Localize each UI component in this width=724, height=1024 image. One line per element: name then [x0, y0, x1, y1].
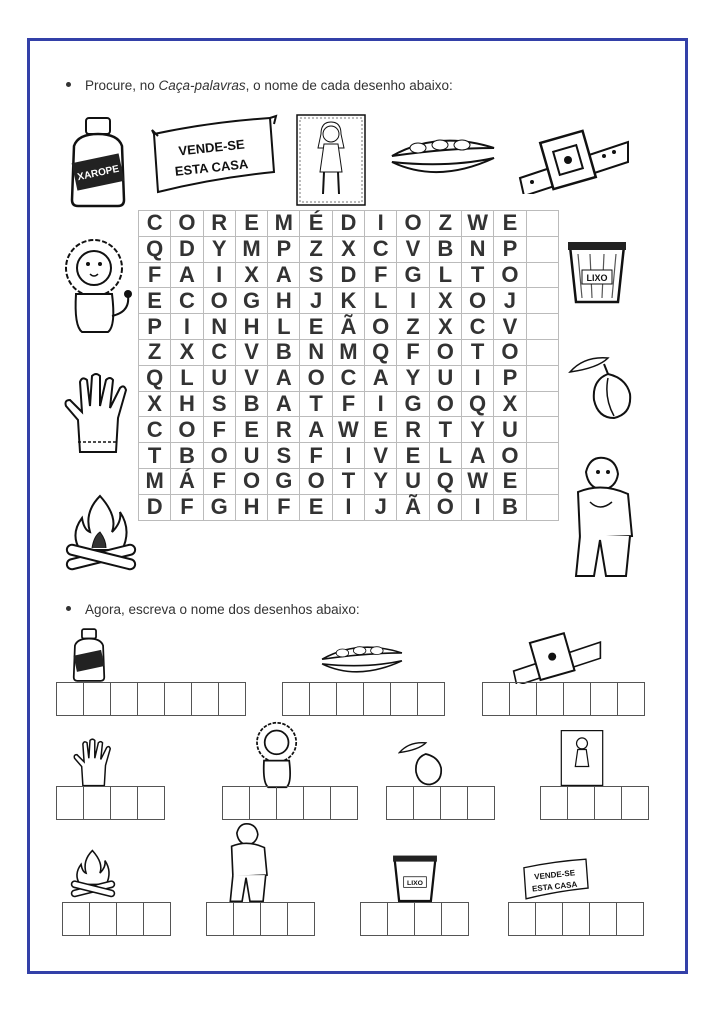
grid-letter[interactable]: I	[397, 288, 429, 314]
grid-letter[interactable]: V	[365, 443, 397, 469]
grid-letter[interactable]: K	[333, 288, 365, 314]
letter-box[interactable]	[622, 787, 649, 819]
letter-box[interactable]	[57, 683, 84, 715]
grid-letter[interactable]: O	[171, 417, 203, 443]
answer-boxes-glove[interactable]	[56, 786, 165, 820]
letter-box[interactable]	[361, 903, 388, 935]
grid-letter[interactable]: J	[494, 288, 526, 314]
belt-buckle-picture	[518, 122, 630, 194]
grid-letter[interactable]: M	[268, 211, 300, 237]
svg-text:VENDE-SE: VENDE-SE	[533, 868, 576, 882]
grid-empty-cell	[527, 495, 559, 521]
letter-box[interactable]	[536, 903, 563, 935]
letter-box[interactable]	[261, 903, 288, 935]
grid-letter[interactable]: E	[300, 314, 332, 340]
letter-box[interactable]	[595, 787, 622, 819]
letter-box[interactable]	[277, 787, 304, 819]
grid-letter[interactable]: V	[397, 237, 429, 263]
fig-fruit-picture	[568, 352, 640, 422]
grid-letter[interactable]: U	[430, 366, 462, 392]
beast-small-picture	[220, 820, 276, 904]
grid-letter[interactable]: H	[268, 288, 300, 314]
grid-letter[interactable]: Q	[430, 469, 462, 495]
grid-letter[interactable]: O	[397, 211, 429, 237]
grid-letter[interactable]: H	[236, 495, 268, 521]
svg-text:ESTA CASA: ESTA CASA	[531, 879, 578, 894]
grid-letter[interactable]: O	[494, 443, 526, 469]
for-sale-sign-picture	[150, 112, 278, 198]
letter-box[interactable]	[310, 683, 337, 715]
grid-letter[interactable]: O	[430, 392, 462, 418]
answer-boxes-beast[interactable]	[206, 902, 315, 936]
grid-letter[interactable]: Y	[204, 237, 236, 263]
campfire-small-picture	[66, 848, 120, 902]
bullet-icon	[66, 606, 71, 611]
letter-box[interactable]	[618, 683, 645, 715]
instruction-write: Agora, escreva o nome dos desenhos abaixo:	[66, 602, 360, 617]
grid-letter[interactable]: L	[430, 263, 462, 289]
grid-letter[interactable]: Y	[462, 417, 494, 443]
grid-letter[interactable]: C	[462, 314, 494, 340]
letter-box[interactable]	[57, 787, 84, 819]
grid-letter[interactable]: C	[204, 340, 236, 366]
grid-letter[interactable]: A	[268, 392, 300, 418]
syrup-bottle-small-picture	[66, 628, 112, 682]
grid-letter[interactable]: T	[462, 340, 494, 366]
instruction-find: Procure, no Caça-palavras, o nome de cada desenho abaixo:	[66, 78, 453, 93]
grid-letter[interactable]: A	[171, 263, 203, 289]
grid-letter[interactable]: F	[268, 495, 300, 521]
grid-letter[interactable]: N	[204, 314, 236, 340]
grid-letter[interactable]: C	[139, 417, 171, 443]
grid-letter[interactable]: A	[462, 443, 494, 469]
letter-box[interactable]	[468, 787, 495, 819]
letter-box[interactable]	[441, 787, 468, 819]
grid-letter[interactable]: E	[236, 417, 268, 443]
grid-letter[interactable]: Ã	[397, 495, 429, 521]
grid-empty-cell	[527, 392, 559, 418]
letter-box[interactable]	[388, 903, 415, 935]
grid-letter[interactable]: C	[139, 211, 171, 237]
grid-letter[interactable]: L	[365, 288, 397, 314]
letter-box[interactable]	[568, 787, 595, 819]
grid-letter[interactable]: I	[333, 443, 365, 469]
grid-letter[interactable]: T	[430, 417, 462, 443]
grid-letter[interactable]: Y	[397, 366, 429, 392]
grid-letter[interactable]: E	[365, 417, 397, 443]
grid-letter[interactable]: X	[430, 314, 462, 340]
grid-letter[interactable]: W	[333, 417, 365, 443]
grid-letter[interactable]: X	[236, 263, 268, 289]
letter-box[interactable]	[590, 903, 617, 935]
letter-box[interactable]	[510, 683, 537, 715]
bean-pod-picture	[388, 134, 498, 180]
grid-letter[interactable]: X	[139, 392, 171, 418]
grid-letter[interactable]: T	[333, 469, 365, 495]
grid-letter[interactable]: O	[300, 366, 332, 392]
grid-letter[interactable]: F	[397, 340, 429, 366]
letter-box[interactable]	[84, 787, 111, 819]
grid-letter[interactable]: O	[494, 340, 526, 366]
grid-letter[interactable]: B	[430, 237, 462, 263]
lion-small-picture	[248, 720, 308, 790]
grid-letter[interactable]: A	[365, 366, 397, 392]
grid-letter[interactable]: O	[365, 314, 397, 340]
grid-letter[interactable]: F	[300, 443, 332, 469]
answer-boxes-syrup[interactable]	[56, 682, 246, 716]
grid-letter[interactable]: D	[333, 211, 365, 237]
bean-pod-small-picture	[312, 642, 412, 678]
grid-letter[interactable]: P	[494, 366, 526, 392]
grid-letter[interactable]: H	[171, 392, 203, 418]
grid-letter[interactable]: G	[397, 392, 429, 418]
grid-letter[interactable]: P	[268, 237, 300, 263]
letter-box[interactable]	[591, 683, 618, 715]
letter-box[interactable]	[84, 683, 111, 715]
grid-letter[interactable]: I	[365, 392, 397, 418]
letter-box[interactable]	[391, 683, 418, 715]
fig-small-picture	[398, 738, 448, 788]
grid-letter[interactable]: G	[236, 288, 268, 314]
grid-empty-cell	[527, 314, 559, 340]
word-search-grid	[138, 210, 559, 521]
grid-letter[interactable]: L	[268, 314, 300, 340]
answer-boxes-house[interactable]	[508, 902, 644, 936]
grid-letter[interactable]: E	[300, 495, 332, 521]
svg-text:ESTA CASA: ESTA CASA	[174, 156, 249, 179]
grid-empty-cell	[527, 469, 559, 495]
grid-letter[interactable]: I	[462, 495, 494, 521]
letter-box[interactable]	[144, 903, 171, 935]
grid-letter[interactable]: Q	[139, 237, 171, 263]
grid-letter[interactable]: M	[139, 469, 171, 495]
svg-text:LIXO: LIXO	[407, 880, 423, 888]
grid-empty-cell	[527, 211, 559, 237]
grid-letter[interactable]: F	[139, 263, 171, 289]
grid-letter[interactable]: Z	[300, 237, 332, 263]
grid-letter[interactable]: O	[430, 495, 462, 521]
grid-letter[interactable]: H	[236, 314, 268, 340]
letter-box[interactable]	[415, 903, 442, 935]
glove-picture	[60, 372, 134, 456]
answer-boxes-photo[interactable]	[540, 786, 649, 820]
glove-small-picture	[66, 738, 120, 788]
grid-letter[interactable]: A	[268, 263, 300, 289]
grid-letter[interactable]: U	[236, 443, 268, 469]
grid-letter[interactable]: D	[139, 495, 171, 521]
grid-letter[interactable]: V	[494, 314, 526, 340]
letter-box[interactable]	[541, 787, 568, 819]
letter-box[interactable]	[138, 683, 165, 715]
letter-box[interactable]	[304, 787, 331, 819]
grid-letter[interactable]: T	[139, 443, 171, 469]
grid-letter[interactable]: U	[397, 469, 429, 495]
grid-letter[interactable]: F	[365, 263, 397, 289]
grid-letter[interactable]: T	[462, 263, 494, 289]
bullet-icon	[66, 82, 71, 87]
grid-letter[interactable]: D	[333, 263, 365, 289]
grid-letter[interactable]: Y	[365, 469, 397, 495]
grid-letter[interactable]: F	[333, 392, 365, 418]
svg-text:VENDE-SE: VENDE-SE	[177, 136, 246, 159]
letter-box[interactable]	[537, 683, 564, 715]
grid-letter[interactable]: M	[333, 340, 365, 366]
letter-box[interactable]	[165, 683, 192, 715]
grid-letter[interactable]: I	[365, 211, 397, 237]
doll-small-picture	[560, 730, 604, 786]
grid-letter[interactable]: R	[204, 211, 236, 237]
grid-letter[interactable]: Z	[397, 314, 429, 340]
grid-letter[interactable]: R	[397, 417, 429, 443]
syrup-bottle-picture	[64, 116, 132, 208]
letter-box[interactable]	[90, 903, 117, 935]
grid-letter[interactable]: O	[430, 340, 462, 366]
grid-letter[interactable]: X	[333, 237, 365, 263]
letter-box[interactable]	[63, 903, 90, 935]
grid-letter[interactable]: I	[333, 495, 365, 521]
letter-box[interactable]	[117, 903, 144, 935]
grid-letter[interactable]: S	[300, 263, 332, 289]
letter-box[interactable]	[483, 683, 510, 715]
grid-letter[interactable]: Q	[139, 366, 171, 392]
grid-letter[interactable]: J	[365, 495, 397, 521]
grid-letter[interactable]: C	[365, 237, 397, 263]
letter-box[interactable]	[337, 683, 364, 715]
grid-empty-cell	[527, 288, 559, 314]
beast-picture	[566, 452, 640, 580]
letter-box[interactable]	[617, 903, 644, 935]
grid-letter[interactable]: L	[171, 366, 203, 392]
grid-letter[interactable]: W	[462, 469, 494, 495]
grid-letter[interactable]: U	[494, 417, 526, 443]
letter-box[interactable]	[283, 683, 310, 715]
grid-letter[interactable]: P	[139, 314, 171, 340]
grid-letter[interactable]: S	[204, 392, 236, 418]
grid-letter[interactable]: T	[300, 392, 332, 418]
grid-letter[interactable]: Á	[171, 469, 203, 495]
grid-letter[interactable]: G	[204, 495, 236, 521]
letter-box[interactable]	[564, 683, 591, 715]
letter-box[interactable]	[509, 903, 536, 935]
letter-box[interactable]	[250, 787, 277, 819]
grid-letter[interactable]: L	[430, 443, 462, 469]
grid-letter[interactable]: O	[300, 469, 332, 495]
answer-boxes-fire[interactable]	[62, 902, 171, 936]
grid-letter[interactable]: I	[204, 263, 236, 289]
grid-letter[interactable]: G	[397, 263, 429, 289]
grid-letter[interactable]: O	[171, 211, 203, 237]
grid-letter[interactable]: Ã	[333, 314, 365, 340]
grid-letter[interactable]: S	[268, 443, 300, 469]
grid-empty-cell	[527, 366, 559, 392]
grid-letter[interactable]: J	[300, 288, 332, 314]
answer-boxes-lion[interactable]	[222, 786, 358, 820]
answer-boxes-bin[interactable]	[360, 902, 469, 936]
grid-letter[interactable]: W	[462, 211, 494, 237]
answer-boxes-fig[interactable]	[386, 786, 495, 820]
trash-bin-picture	[564, 232, 630, 306]
letter-box[interactable]	[111, 787, 138, 819]
grid-letter[interactable]: E	[494, 469, 526, 495]
letter-box[interactable]	[207, 903, 234, 935]
grid-empty-cell	[527, 417, 559, 443]
answer-boxes-bean[interactable]	[282, 682, 445, 716]
grid-empty-cell	[527, 263, 559, 289]
letter-box[interactable]	[192, 683, 219, 715]
grid-letter[interactable]: M	[236, 237, 268, 263]
grid-letter[interactable]: O	[494, 263, 526, 289]
grid-letter[interactable]: É	[300, 211, 332, 237]
grid-letter[interactable]: E	[494, 211, 526, 237]
grid-letter[interactable]: Q	[365, 340, 397, 366]
grid-letter[interactable]: U	[204, 366, 236, 392]
letter-box[interactable]	[364, 683, 391, 715]
grid-letter[interactable]: F	[171, 495, 203, 521]
trash-bin-small-picture	[390, 848, 440, 904]
letter-box[interactable]	[387, 787, 414, 819]
letter-box[interactable]	[331, 787, 358, 819]
bottle-label: XAROPE	[76, 163, 121, 184]
grid-letter[interactable]: N	[462, 237, 494, 263]
grid-letter[interactable]: V	[236, 340, 268, 366]
grid-letter[interactable]: P	[494, 237, 526, 263]
letter-box[interactable]	[414, 787, 441, 819]
grid-letter[interactable]: O	[204, 288, 236, 314]
grid-letter[interactable]: B	[494, 495, 526, 521]
grid-letter[interactable]: I	[171, 314, 203, 340]
grid-letter[interactable]: O	[236, 469, 268, 495]
grid-letter[interactable]: V	[236, 366, 268, 392]
grid-letter[interactable]: C	[333, 366, 365, 392]
doll-photo-picture	[296, 114, 366, 206]
for-sale-sign-small-picture	[512, 856, 600, 902]
letter-box[interactable]	[219, 683, 246, 715]
grid-letter[interactable]: B	[171, 443, 203, 469]
grid-letter[interactable]: E	[139, 288, 171, 314]
grid-letter[interactable]: R	[268, 417, 300, 443]
grid-letter[interactable]: A	[300, 417, 332, 443]
grid-letter[interactable]: F	[204, 417, 236, 443]
lion-picture	[56, 236, 136, 336]
letter-box[interactable]	[138, 787, 165, 819]
grid-letter[interactable]: F	[204, 469, 236, 495]
letter-box[interactable]	[111, 683, 138, 715]
grid-letter[interactable]: A	[268, 366, 300, 392]
grid-letter[interactable]: X	[494, 392, 526, 418]
grid-letter[interactable]: Z	[430, 211, 462, 237]
svg-text:LIXO: LIXO	[586, 273, 608, 283]
letter-box[interactable]	[234, 903, 261, 935]
grid-letter[interactable]: C	[171, 288, 203, 314]
grid-empty-cell	[527, 443, 559, 469]
grid-empty-cell	[527, 340, 559, 366]
grid-letter[interactable]: D	[171, 237, 203, 263]
answer-boxes-belt[interactable]	[482, 682, 645, 716]
letter-box[interactable]	[288, 903, 315, 935]
grid-letter[interactable]: B	[236, 392, 268, 418]
letter-box[interactable]	[418, 683, 445, 715]
grid-empty-cell	[527, 237, 559, 263]
grid-letter[interactable]: O	[204, 443, 236, 469]
grid-letter[interactable]: E	[397, 443, 429, 469]
letter-box[interactable]	[442, 903, 469, 935]
grid-letter[interactable]: X	[171, 340, 203, 366]
campfire-picture	[62, 492, 140, 578]
belt-buckle-small-picture	[512, 626, 602, 684]
grid-letter[interactable]: X	[430, 288, 462, 314]
grid-letter[interactable]: Z	[139, 340, 171, 366]
grid-letter[interactable]: G	[268, 469, 300, 495]
letter-box[interactable]	[563, 903, 590, 935]
grid-letter[interactable]: Q	[462, 392, 494, 418]
grid-letter[interactable]: O	[462, 288, 494, 314]
letter-box[interactable]	[223, 787, 250, 819]
grid-letter[interactable]: E	[236, 211, 268, 237]
grid-letter[interactable]: I	[462, 366, 494, 392]
grid-letter[interactable]: B	[268, 340, 300, 366]
grid-letter[interactable]: N	[300, 340, 332, 366]
